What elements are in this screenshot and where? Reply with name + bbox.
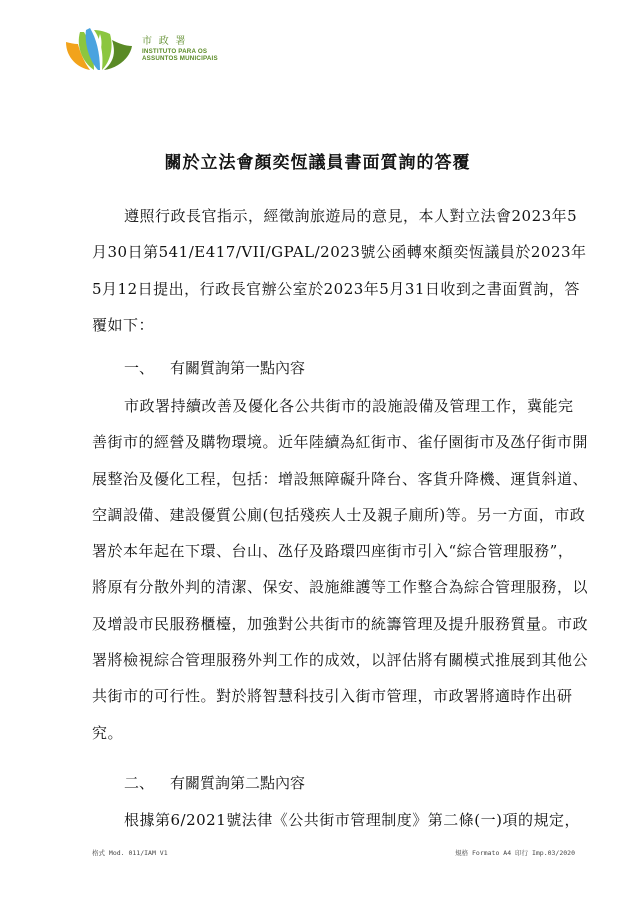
section2-heading bbox=[124, 772, 305, 793]
section2-text: 根據第6/2021號法律《公共街市管理制度》第二條(一)項的規定， bbox=[124, 811, 580, 829]
intro-text: 遵照行政長官指示，經徵詢旅遊局的意見，本人對立法會2023年5月30日第541/E417/VII/GPAL/2023號公函轉來顏奕恆議員於2023年5月12日提出，行政長官辦公室於2023年5月31日收到之書面質詢，答覆如下： bbox=[92, 207, 587, 334]
section1-heading bbox=[124, 357, 305, 378]
section1-text: 市政署持續改善及優化各公共街市的設施設備及管理工作，冀能完善街市的經營及購物環境。近年陸續為紅街市、雀仔園街市及氹仔街市開展整治及優化工程，包括：增設無障礙升降台、客貨升降機、運貨斜道、空調設備、建設優質公廁(包括殘疾人士及親子廁所)等。另一方面，市政署於本年起在下環、台山、氹仔及路環四座街市引入“綜合管理服務”，將原有分散外判的清潔、保安、設施維護等工作整合為綜合管理服務，以及增設市民服務櫃檯，加強對公共街市的統籌管理及提升服務質量。市政署將檢視綜合管理服務外判工作的成效，以評估將有關模式推展到其他公共街市的可行性。對於將智慧科技引入街市管理，市政署將適時作出研究。 bbox=[92, 397, 589, 742]
logo-portuguese-name-line1: INSTITUTO PARA OS bbox=[142, 48, 208, 55]
section1-paragraph bbox=[92, 388, 588, 751]
logo-text bbox=[142, 36, 218, 62]
logo-chinese-name: 市 政 署 bbox=[142, 36, 188, 47]
footer-format-info: 規格 Formato A4 印行 Imp.03/2020 bbox=[455, 849, 575, 857]
intro-paragraph bbox=[92, 198, 588, 343]
section2-paragraph bbox=[92, 802, 588, 838]
iam-emblem-icon bbox=[60, 22, 140, 78]
iam-logo bbox=[60, 22, 230, 78]
logo-portuguese-name-line2: ASSUNTOS MUNICIPAIS bbox=[142, 55, 218, 62]
section2-title: 有關質詢第二點內容 bbox=[170, 774, 306, 792]
footer-form-code: 格式 Mod. 011/IAM V1 bbox=[92, 849, 168, 857]
section1-number: 一、 bbox=[124, 359, 155, 377]
section1-title: 有關質詢第一點內容 bbox=[170, 359, 306, 377]
section2-number: 二、 bbox=[124, 774, 155, 792]
document-title: 關於立法會顏奕恆議員書面質詢的答覆 bbox=[164, 153, 471, 173]
